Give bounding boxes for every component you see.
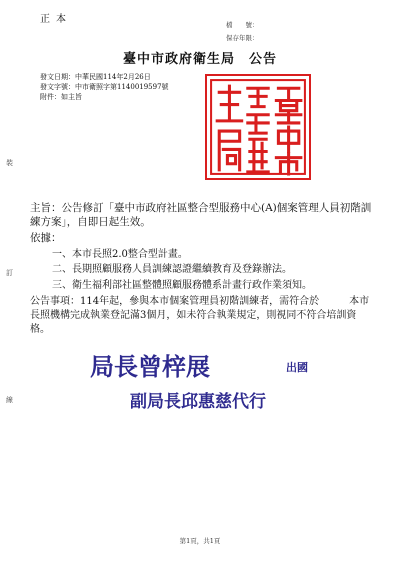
- deputy-signature: 副局長邱惠慈代行: [130, 392, 266, 412]
- retention-label: 保存年限：: [226, 34, 259, 42]
- document-number: 發文字號：中市衛照字第1140019597號: [40, 83, 169, 91]
- subject-paragraph: 主旨：公告修訂「臺中市政府社區整合型服務中心(A)個案管理人員初階訓練方案」，自即日起生效。: [30, 202, 372, 228]
- notice-paragraph: 公告事項：114年起，參與本市個案管理員初階訓練者，需符合於 本市長照機構完成執業登記滿3個月，如未符合執業規定，則視同不符合培訓資格。: [30, 296, 370, 335]
- agency-name: 臺中市政府衛生局: [122, 52, 235, 67]
- basis-item: 一、本市長照2.0整合型計畫。: [52, 249, 188, 260]
- page-footer: 第1頁，共1頁: [179, 537, 221, 545]
- basis-item: 三、衛生福利部社區整體照顧服務體系計畫行政作業須知。: [52, 280, 312, 291]
- margin-mark-bind: 裝: [6, 159, 13, 167]
- basis-heading: 依據：: [30, 232, 62, 244]
- document-type: 公告: [249, 52, 278, 67]
- signature-block: [90, 345, 330, 420]
- margin-mark-line: 線: [6, 396, 13, 404]
- margin-mark-staple: 訂: [6, 269, 13, 277]
- director-status: 出國: [286, 361, 308, 374]
- file-number-label: 檔 號：: [226, 21, 259, 29]
- copy-mark: 正本: [40, 14, 72, 25]
- seal-graphic: [207, 76, 309, 178]
- document-title: [0, 48, 400, 67]
- official-seal: [205, 74, 311, 180]
- basis-item: 二、長期照顧服務人員訓練認證繼續教育及登錄辦法。: [52, 264, 292, 275]
- issue-date: 發文日期：中華民國114年2月26日: [40, 73, 151, 81]
- director-signature: 局長曾梓展: [90, 352, 210, 381]
- attachment-note: 附件：如主旨: [40, 93, 82, 101]
- signature-stamp: [90, 345, 330, 420]
